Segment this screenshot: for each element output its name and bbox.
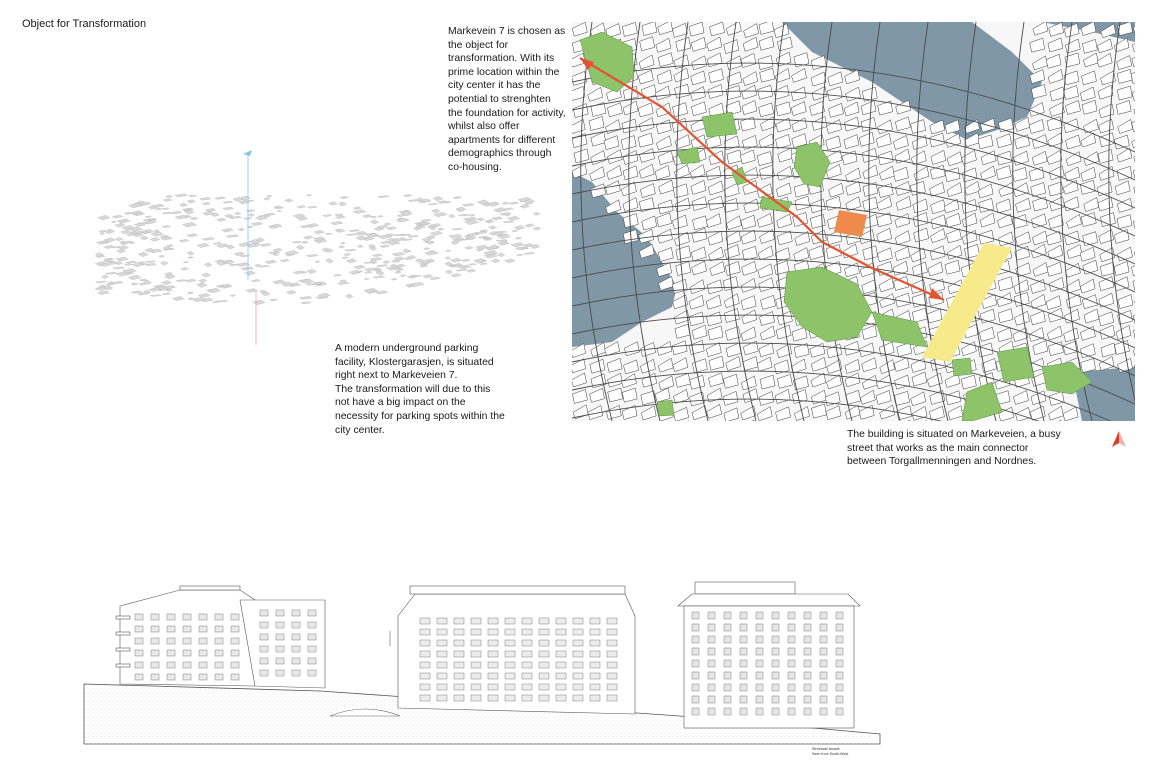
- site-map: [572, 22, 1135, 421]
- model-marker-icon: [243, 150, 252, 156]
- park-southeast-1: [997, 347, 1034, 382]
- elevation-caption: [812, 747, 882, 757]
- page-title: Object for Transformation: [22, 18, 147, 30]
- north-arrow-icon: [1110, 430, 1128, 448]
- elevation-building-right: [678, 582, 860, 728]
- elevation-building-center: [390, 586, 635, 714]
- park-southeast-4: [952, 358, 972, 376]
- text-parking: A modern underground parking facility, Klostergarasjen, is situated right next to Markeveien 7. The transformation will due to this not have a big impact on the necessity for parking spots within the city center.: [335, 343, 505, 436]
- text-street: The building is situated on Markeveien, a busy street that works as the main connector between Torgallmenningen and Nordnes.: [847, 429, 1061, 468]
- elevation-building-left: [116, 586, 325, 688]
- street-elevation-drawing: [80, 576, 885, 751]
- elevation-caption-line2: Seen from South-West: [812, 752, 849, 756]
- text-markevein: Markevein 7 is chosen as the object for transformation. With its prime location within the city center it has the potential to strenghten the foundation for activity, whilst also offer apartments for different demographics through co-housing.: [448, 26, 566, 173]
- elevation-caption-line1: Streetwall facade: [812, 747, 840, 751]
- park-small-south: [657, 400, 674, 416]
